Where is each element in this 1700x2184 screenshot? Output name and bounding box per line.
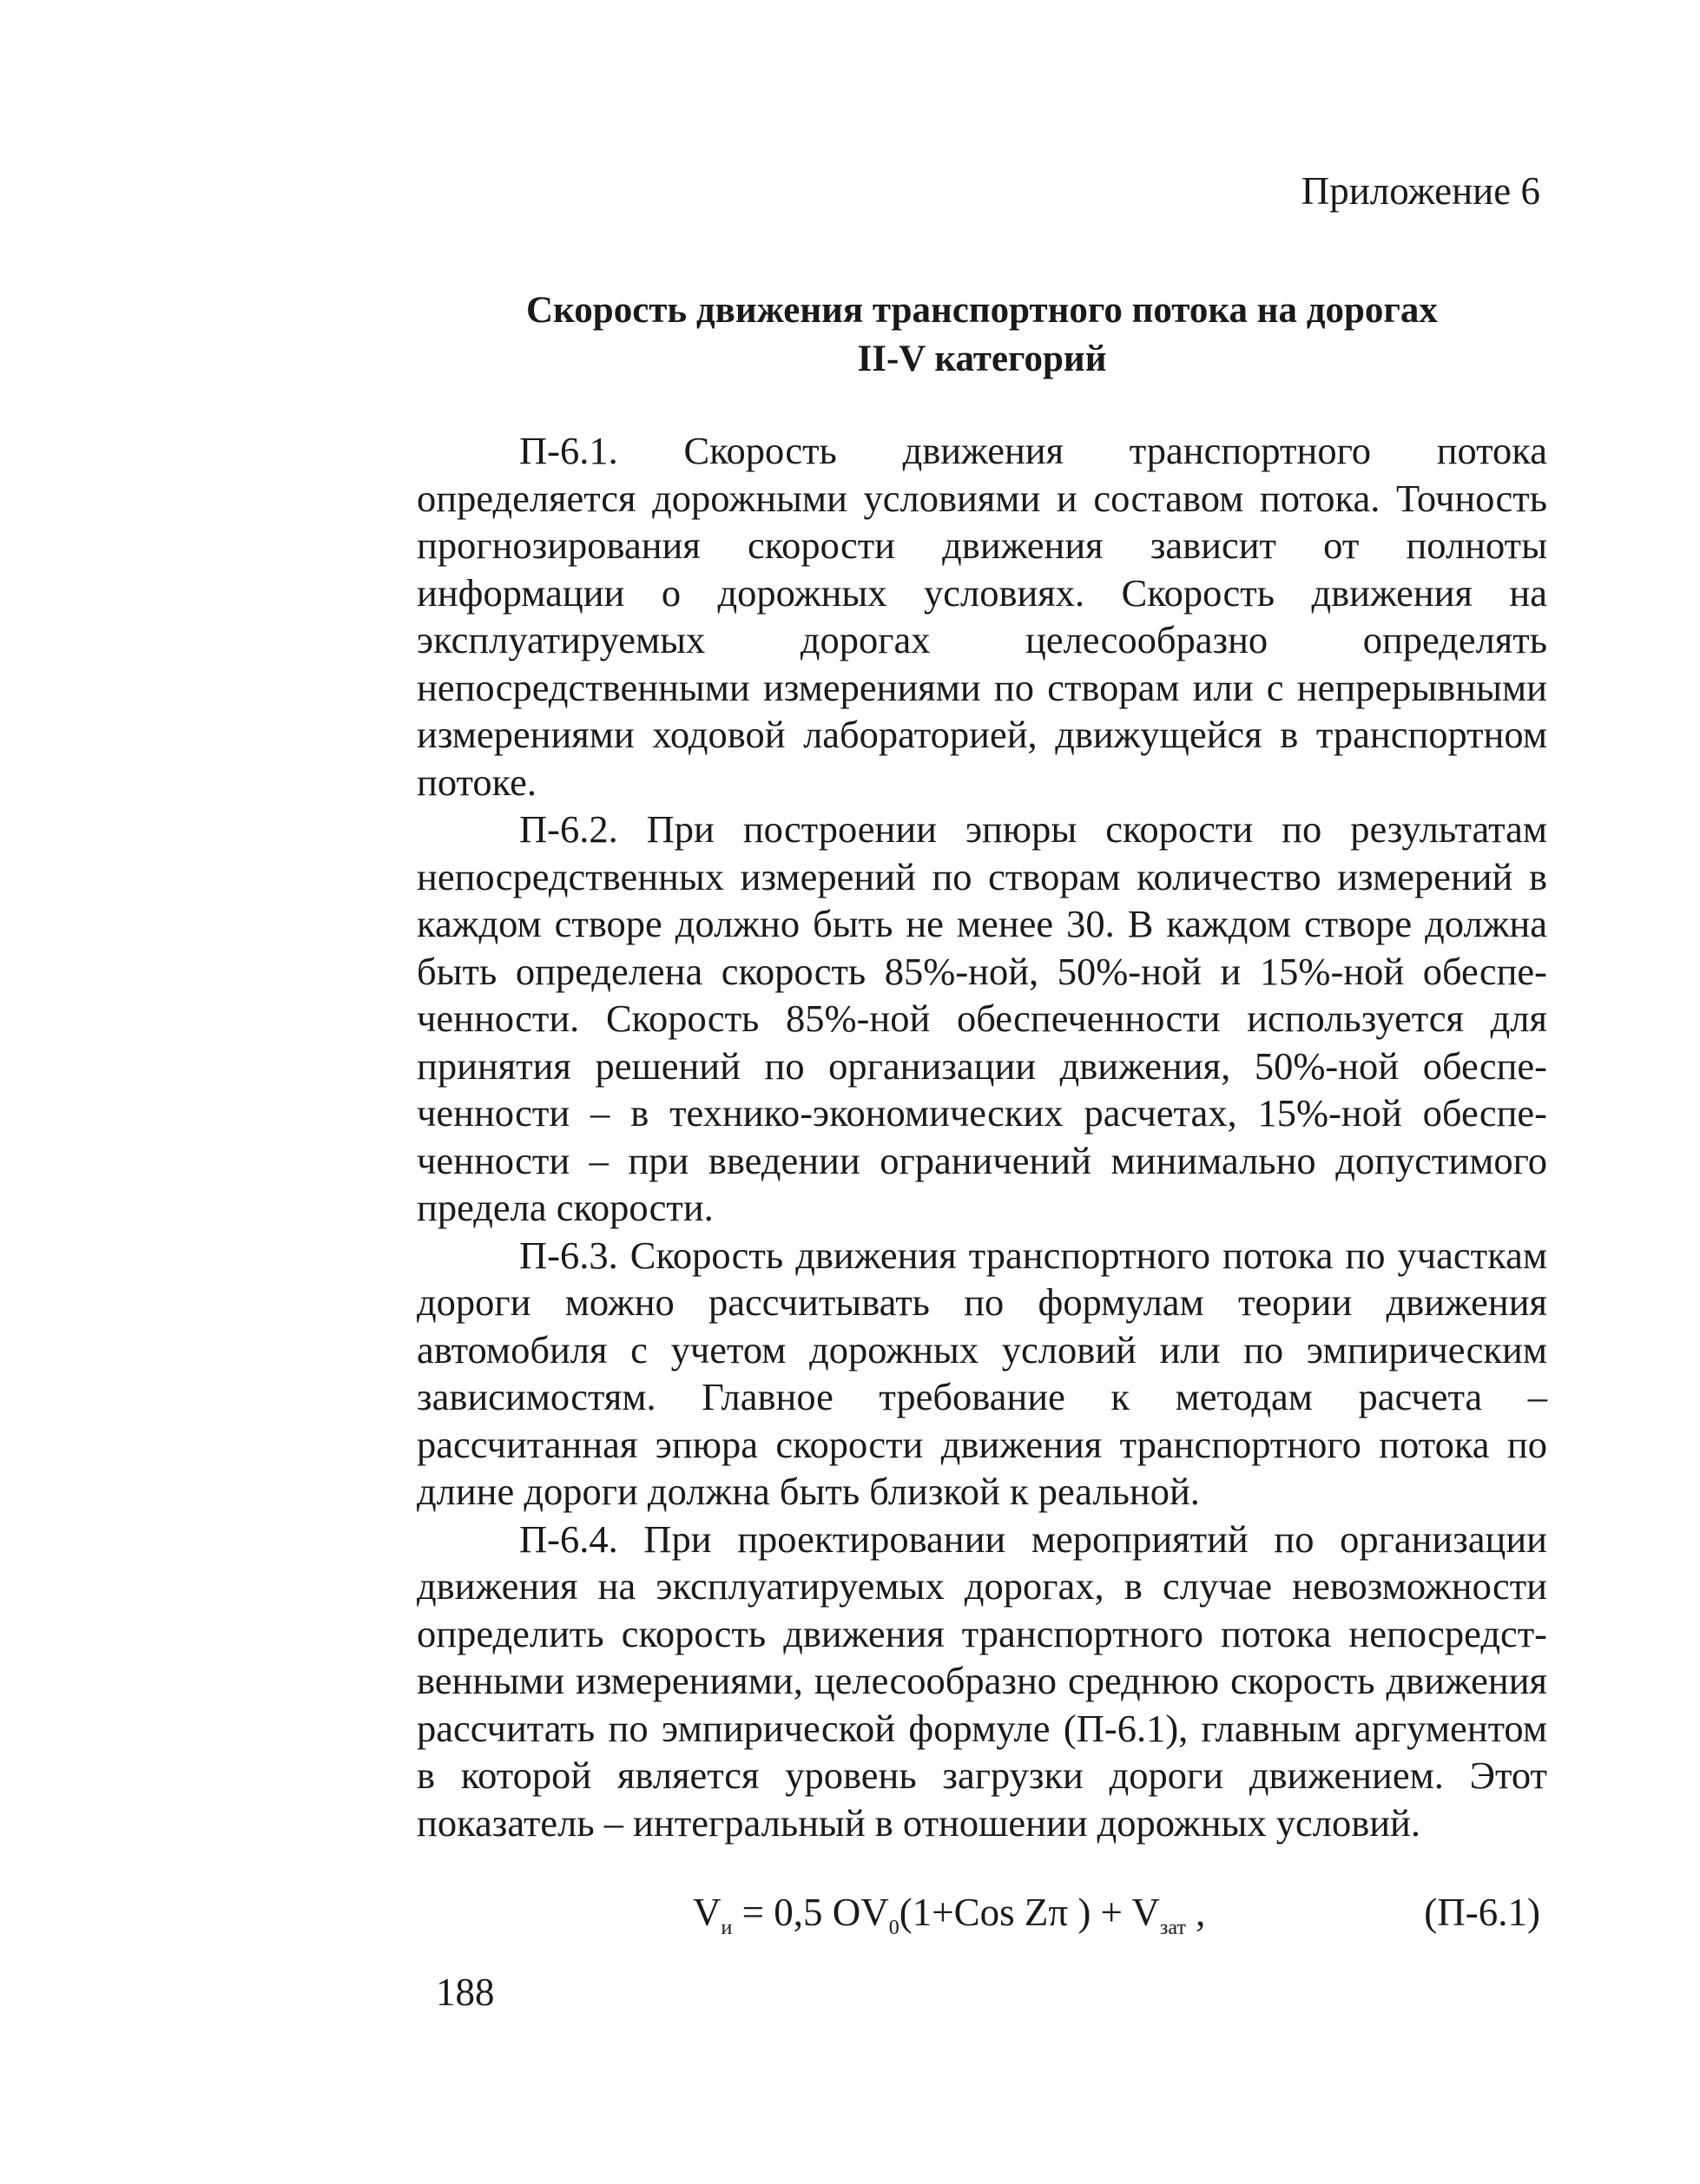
formula-v: V xyxy=(693,1891,722,1934)
formula-tail: , xyxy=(1185,1891,1206,1934)
formula-number: (П-6.1) xyxy=(1424,1891,1540,1934)
paragraph-p6-2: П-6.2. При построении эпюры скорости по результатам непосредственных измерений по створам количество измерений в каждом створе должно быть не менее 30. В каждом створе должна быть определена скорость 85%-ной, 50%-ной и 15%-ной обеспеченности. Скорость 85%-ной обеспеченности используется для принятия решений по организации движения, 50%-ной обеспеченности – в технико-экономических расчетах, 15%-ной обеспеченности – при введении ограничений минимально допустимого предела скорости. xyxy=(417,807,1547,1229)
appendix-label: Приложение 6 xyxy=(1301,169,1540,213)
formula-row xyxy=(417,1886,1547,1947)
formula-equals-part: = 0,5 OV xyxy=(732,1891,889,1934)
formula-subscript-zat: зат xyxy=(1159,1917,1186,1939)
document-body xyxy=(417,427,1547,1846)
formula-subscript-0: 0 xyxy=(888,1917,899,1939)
paragraph-p6-3: П-6.3. Скорость движения транспортного потока по участкам дороги можно рассчитывать по формулам теории движения автомобиля с учетом дорожных условий или по эмпирическим зависимостям. Главное требование к методам расчета – рассчитанная эпюра скорости движения транспортного потока по длине дороги должна быть близкой к реальной. xyxy=(417,1233,1547,1513)
paragraph-p6-4: П-6.4. При проектировании мероприятий по организации движения на эксплуатируемых дорогах, в случае невозможности определить скорость движения транспортного потока непосредственными измерениями, целесообразно среднюю скорость движения рассчитать по эмпирической формуле (П-6.1), главным аргументом в которой является уровень загрузки дороги движением. Этот показатель – интегральный в отношении дорожных условий. xyxy=(417,1516,1547,1845)
paragraph-p6-1: П-6.1. Скорость движения транспортного потока определяется дорожными условиями и составом потока. Точность прогнозирования скорости движения зависит от полноты информации о дорожных условиях. Скорость движения на эксплуатируемых дорогах целесообразно определять непосредственными измерениями по створам или с непрерывными измерениями ходовой лабораторией, движущейся в транспортном потоке. xyxy=(417,429,1547,804)
document-title xyxy=(417,286,1547,384)
title-line-1: Скорость движения транспортного потока на дорогах xyxy=(526,290,1438,331)
document-page xyxy=(417,165,1547,2018)
formula-expression xyxy=(693,1886,1205,1954)
page-number: 188 xyxy=(436,1970,495,2014)
formula-subscript-i: и xyxy=(721,1917,733,1939)
formula-middle-part: (1+Cos Zπ ) + V xyxy=(899,1891,1160,1934)
title-line-2: II-V категорий xyxy=(857,339,1107,379)
